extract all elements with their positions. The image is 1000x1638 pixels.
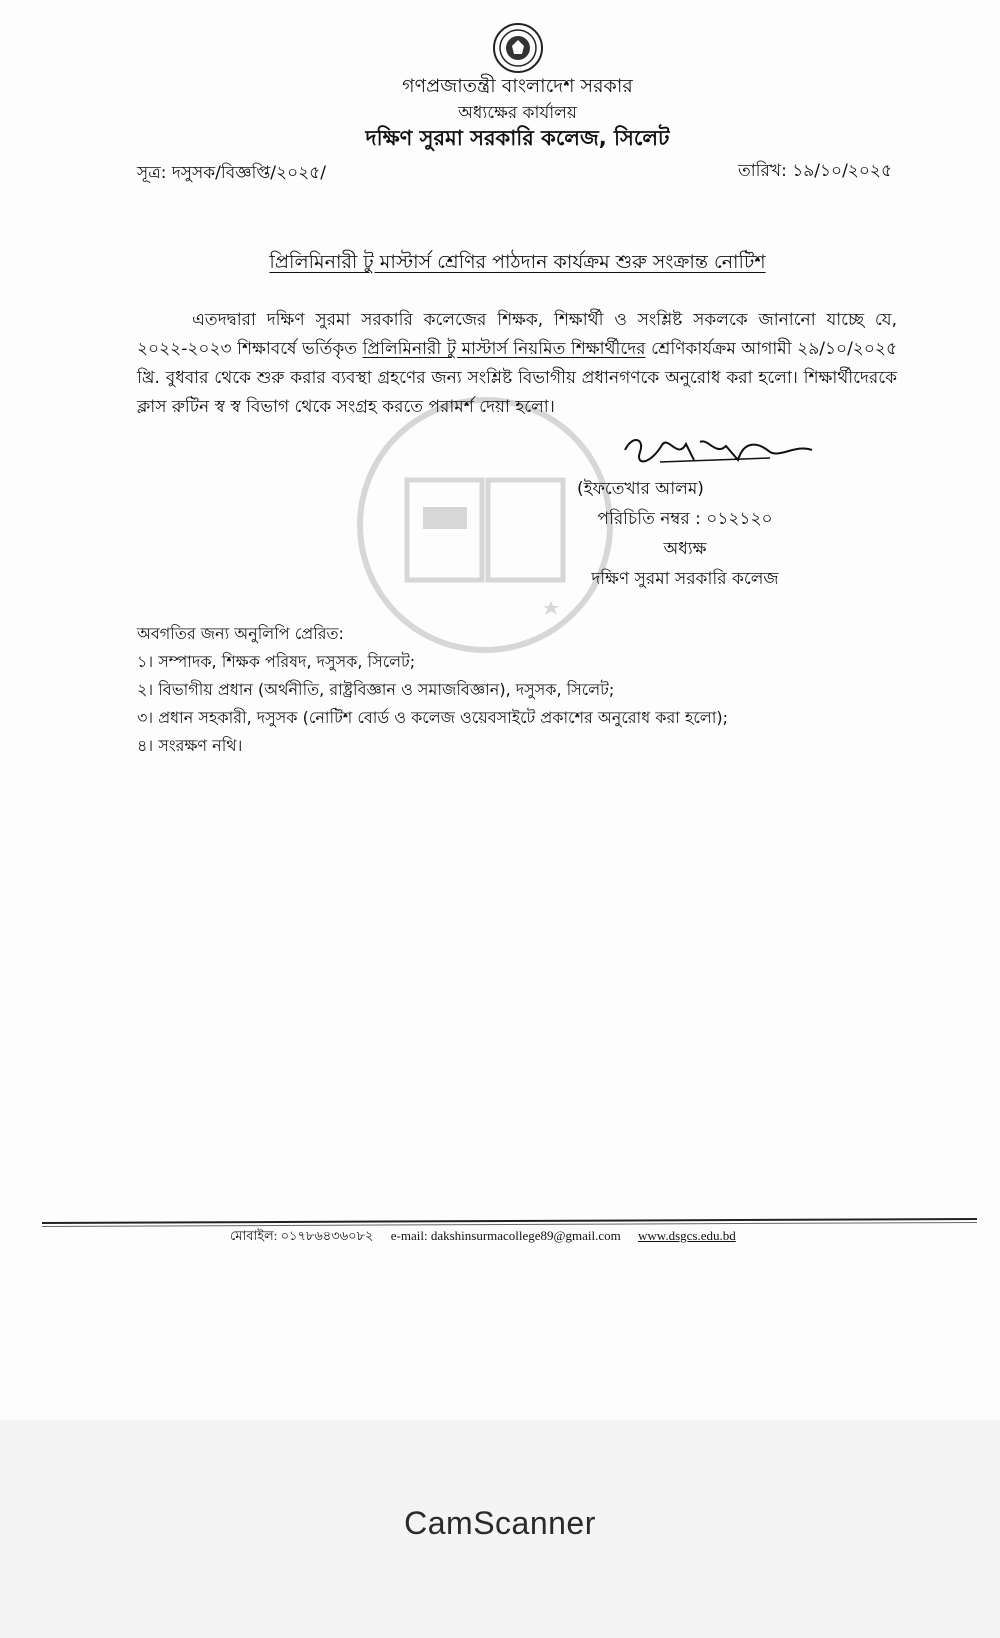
reference-number: সূত্র: দসুসক/বিজ্ঞপ্তি/২০২৫/ xyxy=(137,163,326,183)
footer-mobile: মোবাইল: ০১৭৮৬৪৩৬০৮২ xyxy=(230,1228,374,1243)
body-part-2: শ্রেণিকার্যক্রম আগামী ২৯/১০/২০২৫ খ্রি. বুধবার থেকে শুরু করার ব্যবস্থা গ্রহণের জন্য সংশ্লিষ্ট বিভাগীয় প্রধানগণকে অনুরোধ করা হলো। শিক্ষার্থীদেরকে ক্লাস রুটিন স্ব স্ব বিভাগ থেকে সংগ্রহ করতে পরামর্শ দেয়া হলো। xyxy=(137,339,897,417)
body-part-1: এতদদ্বারা দক্ষিণ সুরমা সরকারি কলেজের শিক্ষক, শিক্ষার্থী ও সংশ্লিষ্ট সকলকে জানানো যাচ্ছে যে, ২০২২-২০২৩ শিক্ষাবর্ষে ভর্তিকৃত xyxy=(137,310,897,359)
list-item: ২। বিভাগীয় প্রধান (অর্থনীতি, রাষ্ট্রবিজ্ঞান ও সমাজবিজ্ঞান), দসুসক, সিলেট; xyxy=(137,680,615,699)
notice-body xyxy=(137,306,897,422)
body-highlight: প্রিলিমিনারী টু মাস্টার্স নিয়মিত শিক্ষার্থীদের xyxy=(362,339,646,359)
footer-contact xyxy=(230,1227,750,1248)
principal-id: পরিচিতি নম্বর : ০১২১২০ xyxy=(597,509,773,529)
principal-signature-icon xyxy=(620,430,820,480)
college-name: দক্ষিণ সুরমা সরকারি কলেজ, সিলেট xyxy=(365,126,670,150)
list-item: ৩। প্রধান সহকারী, দসুসক (নোটিশ বোর্ড ও কলেজ ওয়েবসাইটে প্রকাশের অনুরোধ করা হলো); xyxy=(137,708,729,727)
notice-subject: প্রিলিমিনারী টু মাস্টার্স শ্রেণির পাঠদান কার্যক্রম শুরু সংক্রান্ত নোটিশ xyxy=(269,251,766,273)
signature-block xyxy=(555,474,815,594)
footer-email: e-mail: dakshinsurmacollege89@gmail.com xyxy=(390,1228,621,1243)
camscanner-watermark: CamScanner xyxy=(404,1505,596,1541)
footer-website-link[interactable]: www.dsgcs.edu.bd xyxy=(638,1228,736,1243)
office-line: অধ্যক্ষের কার্যালয় xyxy=(458,103,577,123)
notice-date: তারিখ: ১৯/১০/২০২৫ xyxy=(738,161,892,181)
principal-designation: অধ্যক্ষ xyxy=(663,539,707,559)
copy-distribution-list xyxy=(137,620,728,760)
principal-institution: দক্ষিণ সুরমা সরকারি কলেজ xyxy=(591,569,779,589)
government-seal-icon xyxy=(492,22,544,74)
list-item: ১। সম্পাদক, শিক্ষক পরিষদ, দসুসক, সিলেট; xyxy=(137,652,416,671)
principal-name: (ইফতেখার আলম) xyxy=(577,479,704,499)
list-item: ৪। সংরক্ষণ নথি। xyxy=(137,736,243,755)
copies-heading: অবগতির জন্য অনুলিপি প্রেরিত: xyxy=(137,624,344,643)
government-line: গণপ্রজাতন্ত্রী বাংলাদেশ সরকার xyxy=(402,75,633,97)
